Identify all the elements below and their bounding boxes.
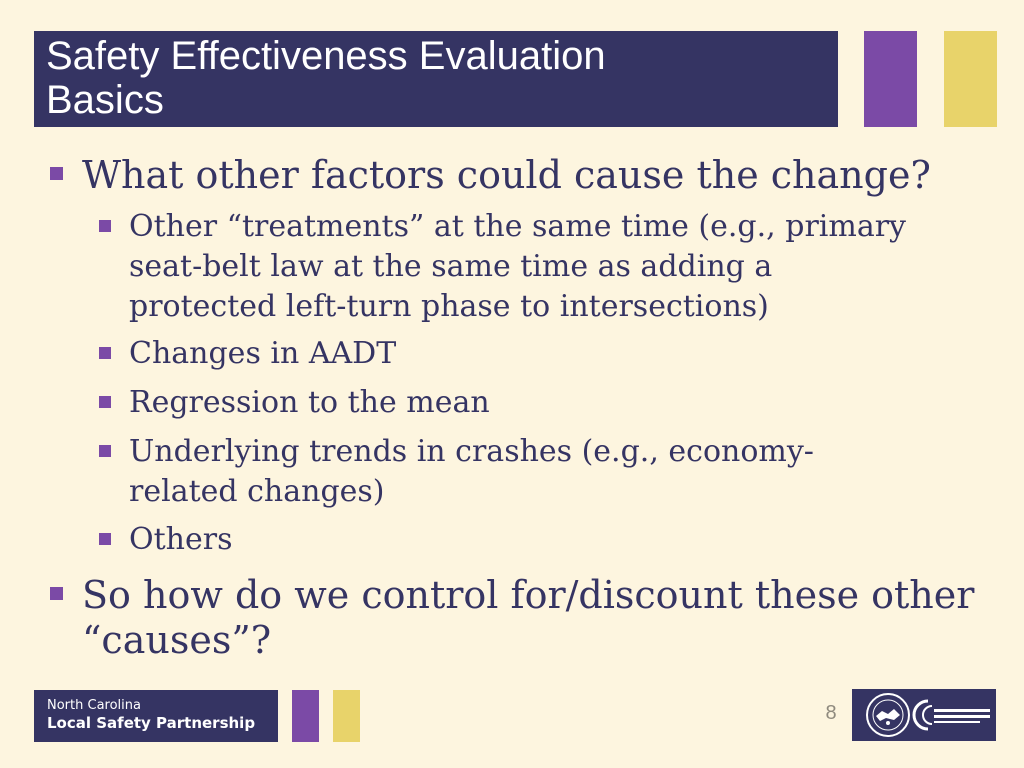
hsrc-logo-icon [914,701,990,729]
accent-block-gold-bottom [333,690,360,742]
bullet-square [99,445,111,457]
nc-dot-seal-icon [867,694,909,736]
sub-bullet-text: Others [129,522,233,557]
accent-block-purple-bottom [292,690,319,742]
logo-line-2: Local Safety Partnership [47,714,256,732]
bullet-square [99,533,111,545]
page-number: 8 [825,702,837,724]
logo-line-1: North Carolina [47,698,141,713]
slide-title [34,31,838,127]
bullet-square [50,587,63,600]
sub-bullet-text: Regression to the mean [129,385,490,420]
accent-block-gold-top [944,31,997,127]
partner-seals-graphic [852,689,996,741]
bullet-text: What other factors could cause the change? [82,153,931,197]
bullet-square [99,396,111,408]
bullet-square [99,220,111,232]
sub-bullet-text-line-2: related changes) [129,474,385,509]
nc-local-safety-partnership-logo [34,690,278,742]
bullet-square [99,347,111,359]
partner-logos [852,689,996,741]
sub-bullet-text-line-1: Other “treatments” at the same time (e.g., primary [129,209,906,244]
bullet-text-line-2: “causes”? [82,618,272,662]
sub-bullet-text-line-1: Underlying trends in crashes (e.g., economy- [129,434,814,469]
bullet-text-line-1: So how do we control for/discount these other [82,573,975,617]
slide-title-line-2: Basics [46,78,164,122]
slide-title-line-1: Safety Effectiveness Evaluation [46,34,606,78]
sub-bullet-text: Changes in AADT [129,336,397,371]
sub-bullet-text-line-2: seat-belt law at the same time as adding a [129,249,773,284]
sub-bullet-text-line-3: protected left-turn phase to intersections) [129,289,769,324]
accent-block-purple-top [864,31,917,127]
bullet-square [50,167,63,180]
